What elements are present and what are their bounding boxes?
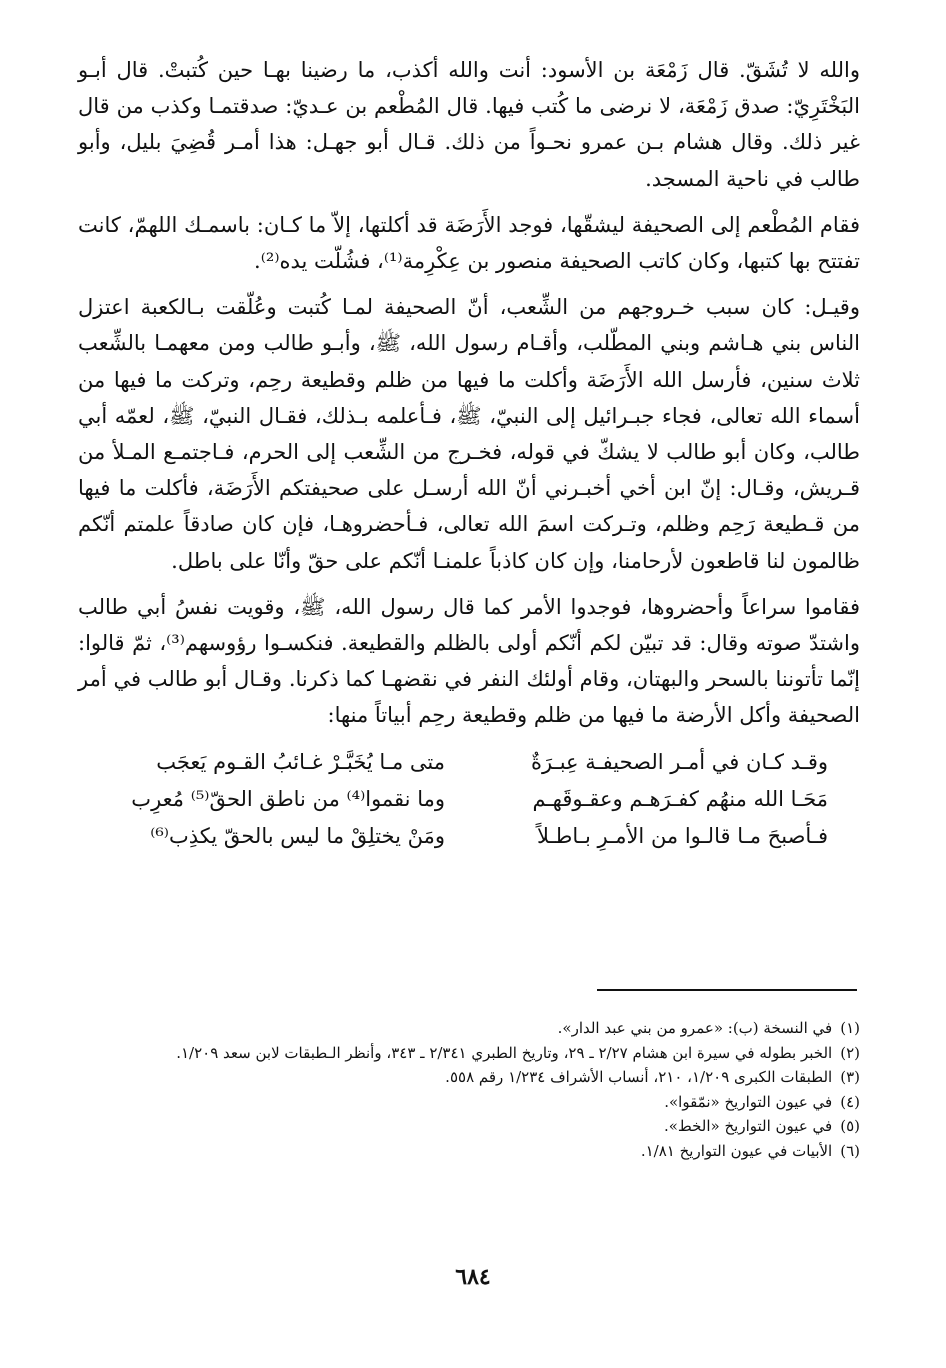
footnote xyxy=(80,1139,860,1164)
main-text xyxy=(78,52,860,734)
poem-verses xyxy=(122,744,828,855)
paragraph: فقاموا سراعاً وأحضروها، فوجدوا الأمر كما قال رسول الله، ﷺ، وقويت نفسُ أبي طالب واشتدّ صوته وقال: قد تبيّن لكم أنّكم أولى بالظلم والقطيعة. فنكسـوا رؤوسهم⁽³⁾، ثمّ قالوا: إنّما تأتوننا بالسحر والبهتان، وقام أولئك النفر في نقضهـا كما ذكرنا. وقـال أبو طالب في أمر الصحيفة وأكل الأرضة ما فيها من ظلم وقطيعة رحِم أبياتاً منها: xyxy=(78,594,860,728)
footnote-text: في عيون التواريخ «الخط». xyxy=(663,1117,833,1135)
footnote-text: الأبيات في عيون التواريخ ١/٨١. xyxy=(640,1141,833,1160)
verse-second-hemistich: وما نقموا⁽⁴⁾ من ناطق الحقّ⁽⁵⁾ مُعرِب xyxy=(131,786,445,811)
paragraph: وقيـل: كان سبب خـروجهم من الشِّعب، أنّ الصحيفة لمـا كُتبت وعُلّقت بـالكعبة اعتزل الناس بني هـاشم وبني المطّلب، وأقـام رسول الله، ﷺ، وأبـو طالب ومن معهمـا بالشِّعب ثلاث سنين، فأرسل الله الأَرَضَة وأكلت ما فيها من ظلم وقطيعة رحِم، وتركت ما فيها من أسماء الله تعالى، فجاء جبـرائيل إلى النبيّ، ﷺ، فـأعلمه بـذلك، فقـال النبيّ، ﷺ، لعمّه أبي طالب، وكان أبو طالب لا يشكّ في قوله، فخـرج من الشِّعب إلى الحرم، فـاجتمـع المـلأ من قـريش، وقـال: إنّ ابن أخي أخبـرني أنّ الله أرسـل على صحيفتكم الأَرَضَة، فأكلت ما فيها من قـطيعة رَحِم وظلم، وتـركت اسمَ الله تعالى، فـأحضروهـا، فإن كان صادقاً علمتم أنّكم ظالمون لنا قاطعون لأرحامنا، وإن كان كاذباً علمنـا أنّكم على حقّ وأنّا على باطل. xyxy=(78,295,860,573)
verse-second-hemistich: متى مـا يُخَبَّـرْ غـائبُ القـوم يَعجَب xyxy=(156,749,445,774)
footnote xyxy=(80,1090,860,1115)
footnote-text: في عيون التواريخ «نمّقوا». xyxy=(664,1092,833,1111)
verse-first-hemistich: فـأصبحَ مـا قالـوا من الأمـرِ بـاطـلاً xyxy=(537,823,828,848)
footnote-number: (٥) xyxy=(840,1117,860,1135)
footnote-number: (٢) xyxy=(840,1043,860,1062)
footnote xyxy=(80,1041,860,1066)
footnote-number: (٣) xyxy=(840,1068,860,1086)
footnote-text: في النسخة (ب): «عمرو من بني عبد الدار». xyxy=(557,1019,833,1037)
footnote-separator xyxy=(597,989,857,991)
footnotes xyxy=(80,1016,860,1163)
footnote-number: (٦) xyxy=(840,1141,860,1160)
paragraph: والله لا تُشَقّ. قال زَمْعَة بن الأسود: أنت والله أكذب، ما رضينا بهـا حين كُتبتْ. قال أبـو البَخْتَرِيّ: صدق زَمْعَة، لا نرضى ما كُتب فيها. قال المُطْعم بن عـديّ: صدقتمـا وكذب من قال غير ذلك. وقال هشام بـن عمرو نحـواً من ذلك. قـال أبو جهـل: هذا أمـر قُضِيَ بليل، وأبو طالب في ناحية المسجد. xyxy=(78,58,860,191)
page-number: ٦٨٤ xyxy=(455,1264,491,1290)
footnote xyxy=(80,1065,860,1090)
footnote xyxy=(80,1016,860,1041)
footnote-number: (٤) xyxy=(840,1092,860,1111)
footnote-text: الطبقات الكبرى ١/٢٠٩، ٢١٠، أنساب الأشراف ١/٢٣٤ رقم ٥٥٨. xyxy=(445,1068,833,1086)
footnote xyxy=(80,1114,860,1139)
verse-first-hemistich: مَحَـا الله منهُم كفـرَهـم وعقـوقَهـم xyxy=(532,786,828,811)
verse-first-hemistich: وقـد كـان في أمـر الصحيفـة عِبـرَةٌ xyxy=(530,749,828,774)
footnote-number: (١) xyxy=(840,1019,860,1037)
paragraph: فقام المُطْعم إلى الصحيفة ليشقّها، فوجد الأَرَضَة قد أكلتها، إلاّ ما كـان: باسمـك اللهمّ، كانت تفتتح بها كتبها، وكان كاتب الصحيفة منصور بن عِكْرِمة⁽¹⁾، فشُلّت يده⁽²⁾. xyxy=(78,212,860,274)
footnote-text: الخبر بطوله في سيرة ابن هشام ٢/٢٧ ـ ٢٩، وتاريخ الطبري ٢/٣٤١ ـ ٣٤٣، وأنظر الـطبقات لابن سعد ١/٢٠٩. xyxy=(176,1043,833,1062)
verse-second-hemistich: ومَنْ يختلِقْ ما ليس بالحقّ يكذِب⁽⁶⁾ xyxy=(150,823,445,848)
